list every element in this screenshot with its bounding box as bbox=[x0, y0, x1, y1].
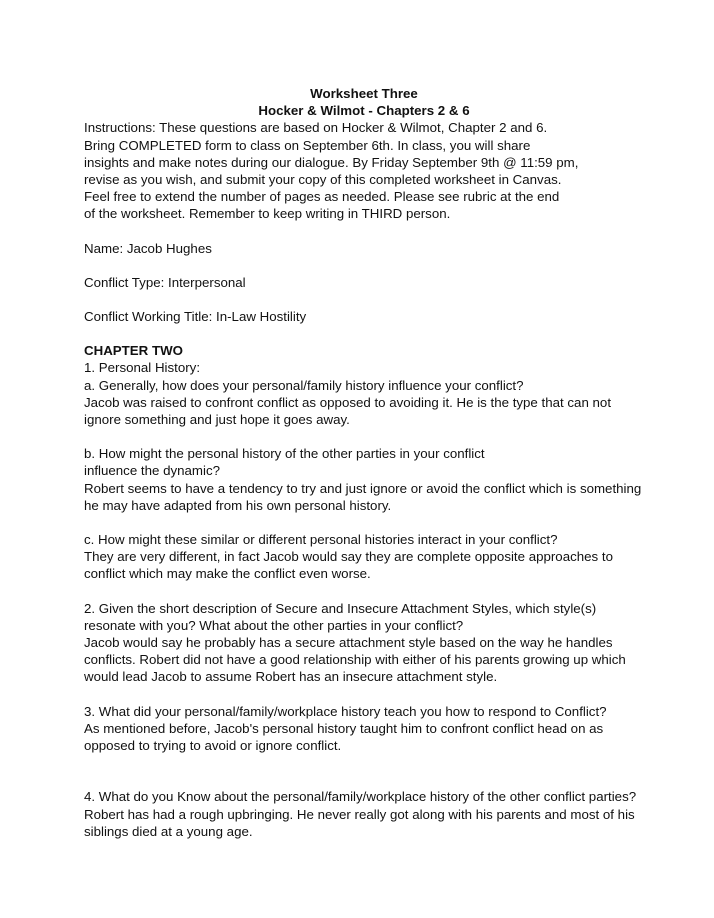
question-text: c. How might these similar or different personal histories interact in your conflict? bbox=[84, 532, 558, 548]
name-field: Name: Jacob Hughes bbox=[84, 240, 212, 256]
instructions-line: of the worksheet. Remember to keep writing in THIRD person. bbox=[84, 206, 451, 222]
question-text: b. How might the personal history of the other parties in your conflict bbox=[84, 446, 485, 462]
question-text: 4. What do you Know about the personal/family/workplace history of the other conflict parties? bbox=[84, 789, 637, 805]
question-text: 2. Given the short description of Secure and Insecure Attachment Styles, which style(s) bbox=[84, 600, 597, 616]
chapter-heading: CHAPTER TWO bbox=[84, 343, 183, 359]
doc-title: Worksheet Three bbox=[310, 86, 418, 101]
question-text: 3. What did your personal/family/workplace history teach you how to respond to Conflict? bbox=[84, 703, 607, 719]
document-content bbox=[84, 85, 644, 840]
question-text: a. Generally, how does your personal/family history influence your conflict? bbox=[84, 377, 524, 393]
working-title-field: Conflict Working Title: In-Law Hostility bbox=[84, 309, 307, 325]
instructions-line: Bring COMPLETED form to class on September 6th. In class, you will share bbox=[84, 137, 531, 153]
answer-text: Jacob would say he probably has a secure attachment style based on the way he handles bbox=[84, 635, 613, 651]
doc-subtitle: Hocker & Wilmot - Chapters 2 & 6 bbox=[258, 103, 470, 119]
instructions-line: Instructions: These questions are based on Hocker & Wilmot, Chapter 2 and 6. bbox=[84, 120, 548, 136]
answer-text: Robert has had a rough upbringing. He never really got along with his parents and most of his bbox=[84, 806, 635, 822]
conflict-type-field: Conflict Type: Interpersonal bbox=[84, 274, 246, 290]
section-heading: 1. Personal History: bbox=[84, 360, 201, 376]
answer-text: As mentioned before, Jacob's personal history taught him to confront conflict head on as bbox=[84, 720, 604, 736]
question-text: influence the dynamic? bbox=[84, 463, 221, 479]
question-4 bbox=[84, 788, 644, 840]
answer-text: opposed to trying to avoid or ignore conflict. bbox=[84, 738, 342, 754]
instructions-block bbox=[84, 119, 644, 222]
answer-text: he may have adapted from his own personal history. bbox=[84, 497, 392, 513]
question-2 bbox=[84, 600, 644, 686]
answer-text: They are very different, in fact Jacob would say they are complete opposite approaches to bbox=[84, 549, 613, 565]
answer-text: siblings died at a young age. bbox=[84, 823, 253, 839]
instructions-line: insights and make notes during our dialogue. By Friday September 9th @ 11:59 pm, bbox=[84, 154, 579, 170]
question-text: resonate with you? What about the other parties in your conflict? bbox=[84, 617, 464, 633]
answer-text: conflicts. Robert did not have a good relationship with either of his parents growing up which bbox=[84, 652, 626, 668]
instructions-line: revise as you wish, and submit your copy of this completed worksheet in Canvas. bbox=[84, 172, 562, 188]
question-1b bbox=[84, 445, 644, 514]
answer-text: would lead Jacob to assume Robert has an insecure attachment style. bbox=[84, 669, 498, 685]
answer-text: Jacob was raised to confront conflict as opposed to avoiding it. He is the type that can not bbox=[84, 394, 612, 410]
answer-text: Robert seems to have a tendency to try and just ignore or avoid the conflict which is something bbox=[84, 480, 642, 496]
answer-text: conflict which may make the conflict even worse. bbox=[84, 566, 371, 582]
answer-text: ignore something and just hope it goes away. bbox=[84, 412, 350, 428]
question-1a bbox=[84, 377, 644, 429]
instructions-line: Feel free to extend the number of pages as needed. Please see rubric at the end bbox=[84, 189, 560, 205]
question-3 bbox=[84, 703, 644, 755]
question-1c bbox=[84, 531, 644, 583]
